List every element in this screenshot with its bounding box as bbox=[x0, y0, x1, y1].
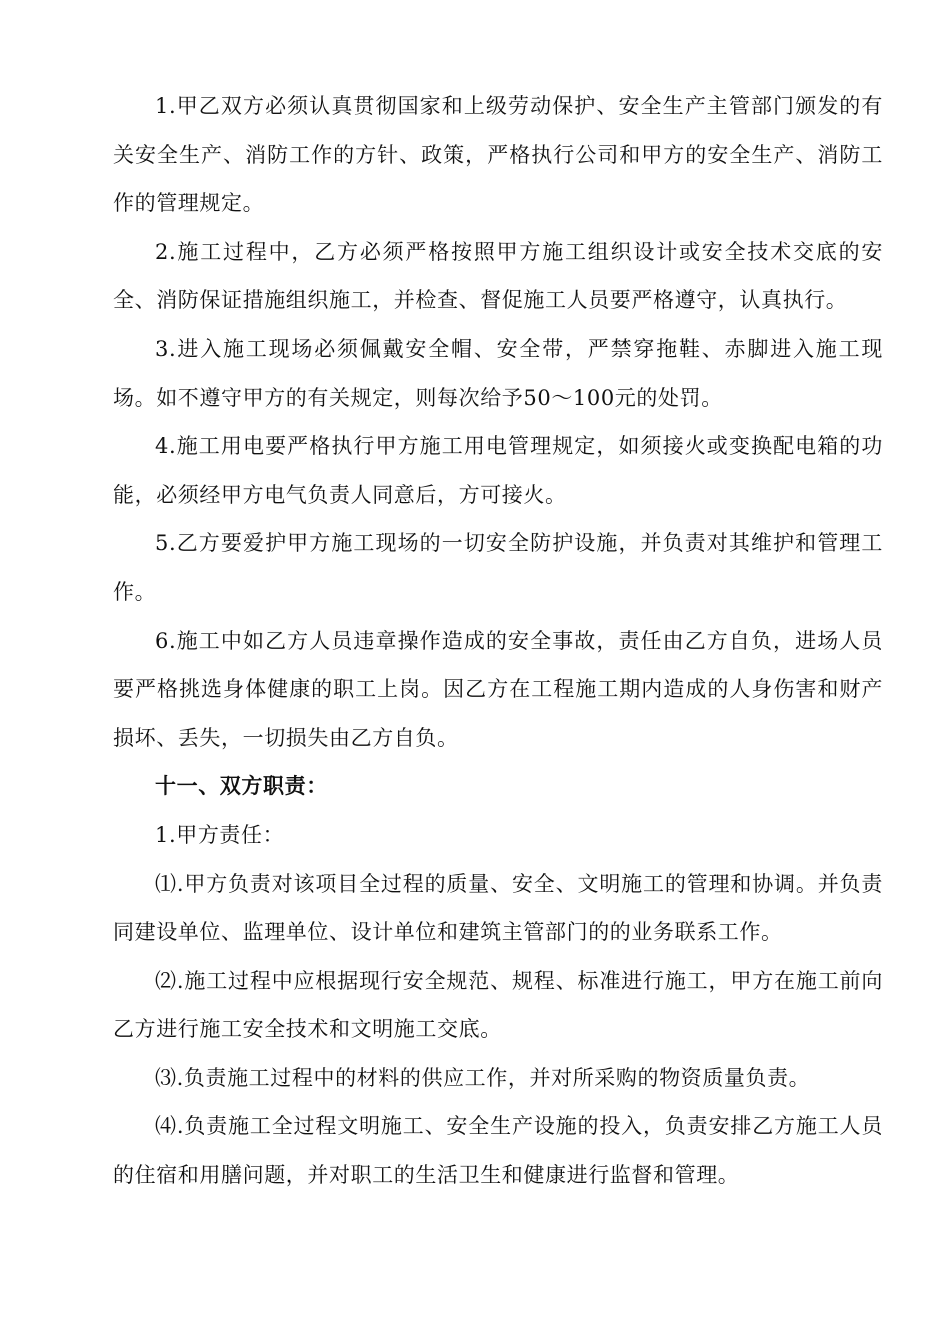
list-item-1: ⑴.甲方负责对该项目全过程的质量、安全、文明施工的管理和协调。并负责同建设单位、监理单位、设计单位和建筑主管部门的的业务联系工作。 bbox=[113, 871, 883, 945]
paragraph-4: 4.施工用电要严格执行甲方施工用电管理规定，如须接火或变换配电箱的功能，必须经甲方电气负责人同意后，方可接火。 bbox=[113, 434, 883, 507]
paragraph-5: 5.乙方要爱护甲方施工现场的一切安全防护设施，并负责对其维护和管理工作。 bbox=[113, 531, 883, 604]
list-item-2: ⑵.施工过程中应根据现行安全规范、规程、标准进行施工，甲方在施工前向乙方进行施工安全技术和文明施工交底。 bbox=[113, 968, 883, 1042]
paragraph-2: 2.施工过程中，乙方必须严格按照甲方施工组织设计或安全技术交底的安全、消防保证措施组织施工，并检查、督促施工人员要严格遵守，认真执行。 bbox=[113, 239, 883, 313]
paragraph-1: 1.甲乙双方必须认真贯彻国家和上级劳动保护、安全生产主管部门颁发的有关安全生产、消防工作的方针、政策，严格执行公司和甲方的安全生产、消防工作的管理规定。 bbox=[113, 94, 883, 216]
section-heading: 十一、双方职责： bbox=[155, 773, 328, 799]
list-item-4: ⑷.负责施工全过程文明施工、安全生产设施的投入，负责安排乙方施工人员的住宿和用膳问题，并对职工的生活卫生和健康进行监督和管理。 bbox=[113, 1114, 883, 1188]
document-body bbox=[113, 82, 883, 1200]
paragraph-6: 6.施工中如乙方人员违章操作造成的安全事故，责任由乙方自负，进场人员要严格挑选身体健康的职工上岗。因乙方在工程施工期内造成的人身伤害和财产损坏、丢失，一切损失由乙方自负。 bbox=[113, 628, 883, 750]
list-item-3: ⑶.负责施工过程中的材料的供应工作，并对所采购的物资质量负责。 bbox=[155, 1065, 811, 1090]
subsection-label: 1.甲方责任： bbox=[155, 822, 285, 847]
paragraph-3: 3.进入施工现场必须佩戴安全帽、安全带，严禁穿拖鞋、赤脚进入施工现场。如不遵守甲方的有关规定，则每次给予50～100元的处罚。 bbox=[113, 336, 883, 410]
